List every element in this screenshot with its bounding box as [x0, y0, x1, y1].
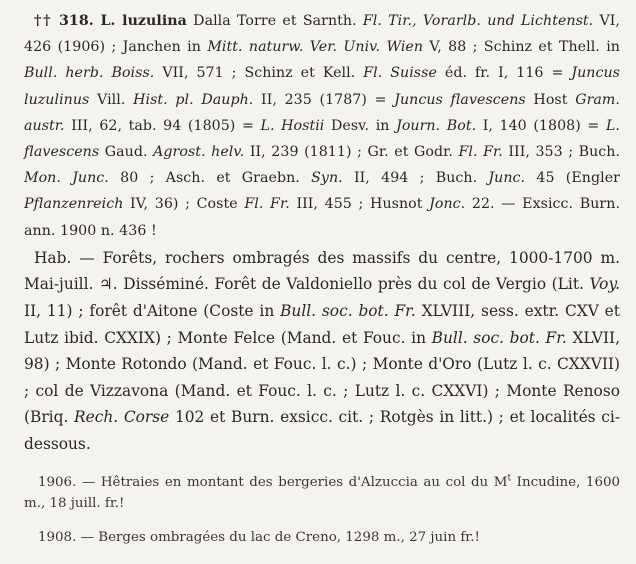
text-run: Fl. Tir., Vorarlb. und Lichtenst.: [362, 13, 594, 29]
text-run: VI, 426 (1906) ; Janchen in: [24, 13, 620, 56]
text-run: II, 11) ; forêt d'Aitone (Coste in: [24, 302, 281, 321]
text-run: Fl. Fr.: [244, 196, 290, 213]
text-run: Juncus luzulinus: [24, 65, 620, 108]
text-run: Junc.: [488, 170, 526, 187]
text-run: Journ. Bot.: [396, 117, 477, 134]
text-run: Bull. soc. bot. Fr.: [431, 328, 567, 347]
text-run: II, 494 ; Buch.: [342, 170, 489, 187]
text-run: Host: [525, 91, 576, 108]
text-run: Pflanzenreich: [24, 196, 124, 213]
text-run: 45 (Engler: [525, 170, 620, 187]
text-run: III, 455 ; Husnot: [289, 196, 430, 213]
text-run: †† 318.: [34, 13, 101, 29]
text-run: II, 235 (1787) =: [253, 91, 395, 108]
text-run: L. luzulina: [100, 13, 187, 29]
text-run: Syn.: [311, 170, 343, 187]
habitat-paragraph: [24, 245, 620, 458]
text-run: Mitt. naturw. Ver. Univ. Wien: [207, 39, 424, 56]
text-run: Hab. — Forêts, rochers ombragés des massifs du centre, 1000-1700 m. Mai-juill. ♃. Disséminé. Forêt de Valdoniello près du col de Vergio (Lit.: [24, 248, 620, 294]
text-run: Hist. pl. Dauph.: [133, 91, 254, 108]
collection-note-1908: [24, 527, 620, 548]
text-run: Desv. in: [324, 117, 397, 134]
text-run: L. Hostii: [260, 117, 325, 134]
text-run: 22. — Exsicc. Burn. ann. 1900 n. 436 !: [24, 196, 621, 239]
text-run: éd. fr. I, 116 =: [436, 65, 572, 82]
species-synonymy-paragraph: [24, 8, 620, 244]
text-run: Agrost. helv.: [153, 144, 245, 161]
text-run: XLVII, 98) ; Monte Rotondo (Mand. et Fouc. l. c.) ; Monte d'Oro (Lutz l. c. CXXVII) ; col de Vizzavona (Mand. et Fouc. l. c. ; Lutz l. c. CXXVI) ; Monte Renoso (Briq.: [24, 328, 620, 427]
text-run: I, 140 (1808) =: [476, 117, 606, 134]
text-run: Juncus flavescens: [394, 91, 526, 108]
text-run: Bull. soc. bot. Fr.: [280, 302, 416, 321]
text-run: Gaud.: [99, 144, 154, 161]
text-run: 1906. — Hêtraies en montant des bergeries d'Alzuccia au col du M: [38, 474, 508, 490]
text-run: 80 ; Asch. et Graebn.: [108, 170, 312, 187]
text-run: Fl. Suisse: [363, 65, 437, 82]
text-run: Fl. Fr.: [458, 144, 503, 161]
text-run: 1908. — Berges ombragées du lac de Creno, 1298 m., 27 juin fr.!: [38, 529, 480, 545]
text-run: II, 239 (1811) ; Gr. et Godr.: [244, 144, 459, 161]
text-run: Voy.: [589, 275, 620, 294]
text-run: Jonc.: [429, 196, 466, 213]
text-run: XLVIII, sess. extr. CXV et Lutz ibid. CXXIX) ; Monte Felce (Mand. et Fouc. in: [24, 302, 620, 347]
text-run: Mon. Junc.: [24, 170, 109, 187]
text-run: III, 62, tab. 94 (1805) =: [64, 117, 261, 134]
text-run: Bull. herb. Boiss.: [24, 65, 155, 82]
text-run: VII, 571 ; Schinz et Kell.: [154, 65, 364, 82]
text-run: IV, 36) ; Coste: [123, 196, 245, 213]
text-run: L. flavescens: [24, 117, 620, 161]
text-run: III, 353 ; Buch.: [502, 144, 621, 161]
collection-note-1906: [24, 472, 620, 514]
text-run: 102 et Burn. exsicc. cit. ; Rotgès in litt.) ; et localités ci-dessous.: [24, 408, 621, 453]
text-run: Incudine, 1600 m., 18 juill. fr.!: [24, 474, 621, 511]
text-run: Gram. austr.: [24, 91, 620, 134]
text-run: Dalla Torre et Sarnth.: [186, 13, 363, 29]
text-run: V, 88 ; Schinz et Thell. in: [423, 39, 620, 56]
text-run: Vill.: [89, 91, 134, 108]
text-run: t: [507, 473, 512, 484]
text-run: Rech. Corse: [74, 408, 170, 427]
